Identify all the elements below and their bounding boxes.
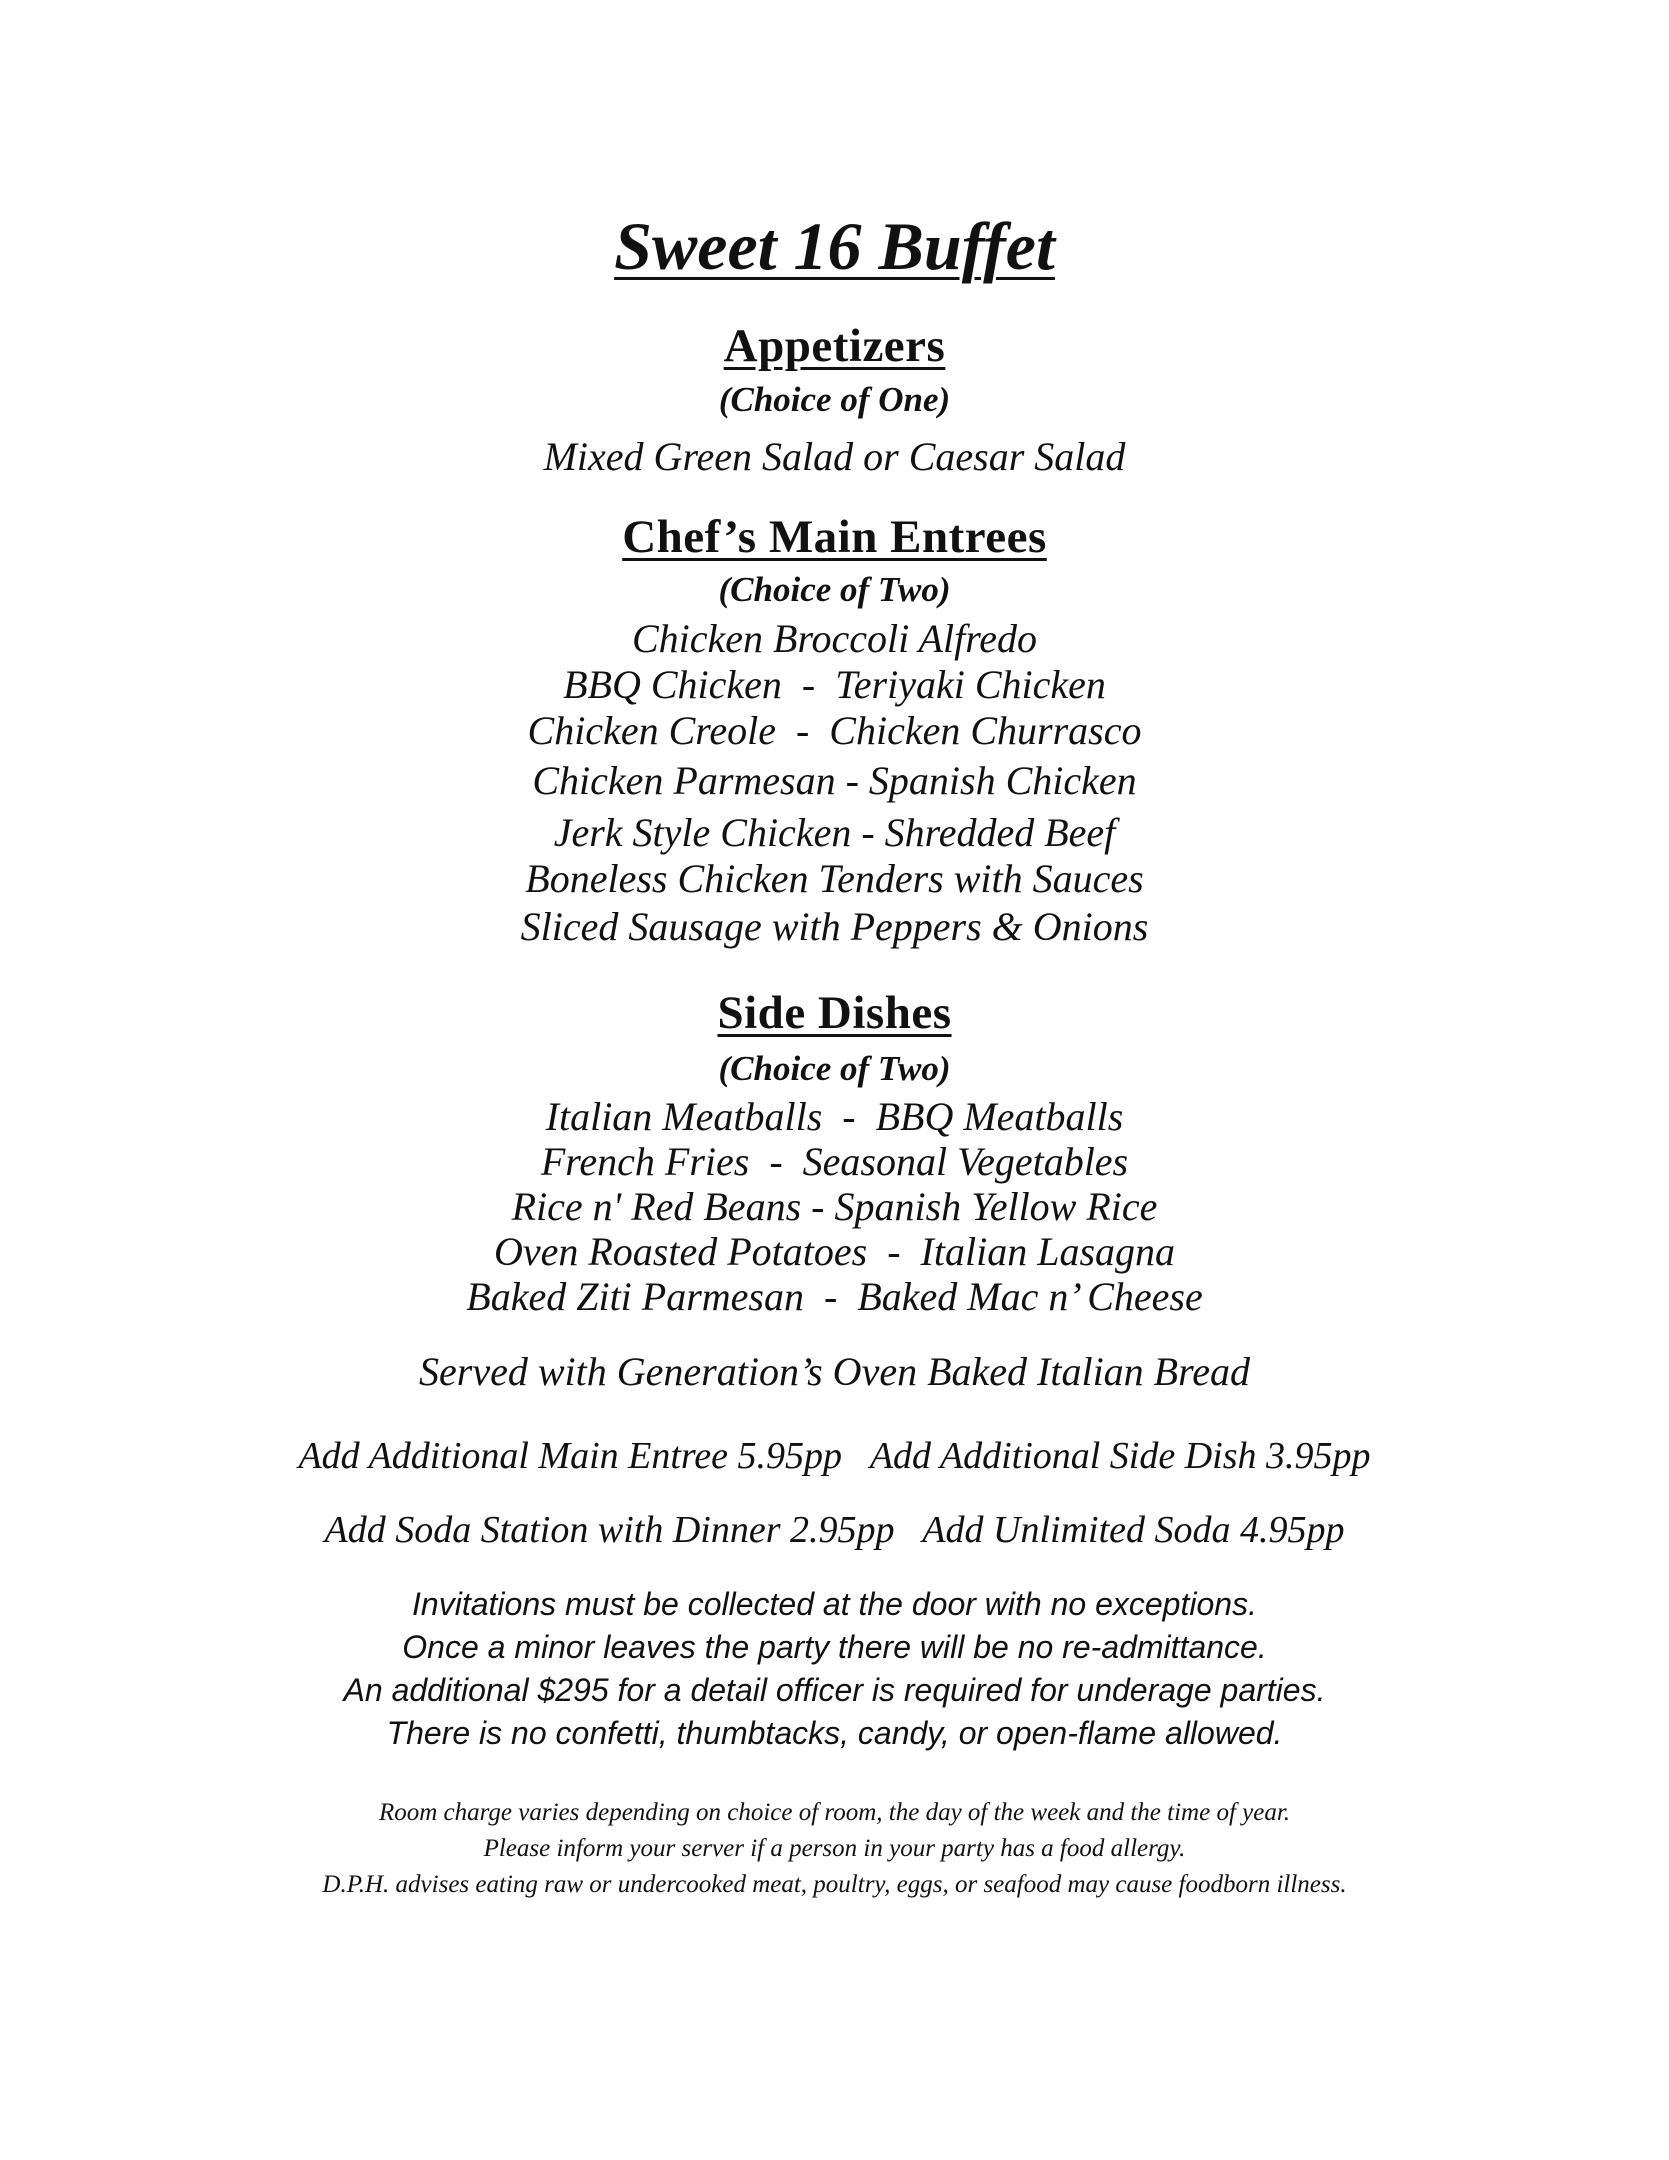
policy-line: An additional $295 for a detail officer is required for underage parties. xyxy=(343,1672,1326,1708)
entrees-choice-note: (Choice of Two) xyxy=(718,570,951,609)
side-item: Oven Roasted Potatoes - Italian Lasagna xyxy=(493,1229,1176,1274)
side-item: French Fries - Seasonal Vegetables xyxy=(540,1139,1129,1184)
entree-item: Chicken Creole - Chicken Churrasco xyxy=(527,708,1142,753)
bread-note: Served with Generation’s Oven Baked Italian Bread xyxy=(419,1349,1250,1394)
appetizer-item: Mixed Green Salad or Caesar Salad xyxy=(543,434,1126,479)
side-item: Italian Meatballs - BBQ Meatballs xyxy=(545,1094,1124,1139)
entree-item: BBQ Chicken - Teriyaki Chicken xyxy=(563,662,1106,707)
appetizers-heading: Appetizers xyxy=(723,320,946,372)
fine-print-line: Please inform your server if a person in your party has a food allergy. xyxy=(483,1835,1186,1862)
entrees-heading: Chef’s Main Entrees xyxy=(622,511,1047,563)
sides-heading: Side Dishes xyxy=(717,987,952,1039)
sides-choice-note: (Choice of Two) xyxy=(718,1049,951,1088)
entree-item: Sliced Sausage with Peppers & Onions xyxy=(520,904,1149,949)
entree-item: Boneless Chicken Tenders with Sauces xyxy=(525,856,1144,901)
fine-print-line: D.P.H. advises eating raw or undercooked meat, poultry, eggs, or seafood may cause foodborn illness. xyxy=(322,1871,1347,1898)
page-title: Sweet 16 Buffet xyxy=(614,208,1055,284)
policy-line: There is no confetti, thumbtacks, candy, or open-flame allowed. xyxy=(386,1715,1283,1751)
addon-line: Add Additional Main Entree 5.95pp Add Additional Side Dish 3.95pp xyxy=(298,1435,1371,1477)
entree-item: Jerk Style Chicken - Shredded Beef xyxy=(553,810,1116,855)
side-item: Baked Ziti Parmesan - Baked Mac n’ Cheese xyxy=(466,1274,1203,1319)
entree-item: Chicken Broccoli Alfredo xyxy=(631,616,1038,661)
side-item: Rice n' Red Beans - Spanish Yellow Rice xyxy=(511,1184,1158,1229)
addon-line: Add Soda Station with Dinner 2.95pp Add Unlimited Soda 4.95pp xyxy=(324,1509,1345,1551)
policy-line: Invitations must be collected at the door with no exceptions. xyxy=(412,1586,1257,1622)
fine-print-line: Room charge varies depending on choice of room, the day of the week and the time of year. xyxy=(378,1799,1291,1826)
policy-line: Once a minor leaves the party there will be no re-admittance. xyxy=(402,1629,1267,1665)
entree-item: Chicken Parmesan - Spanish Chicken xyxy=(532,758,1137,803)
appetizers-choice-note: (Choice of One) xyxy=(718,380,951,419)
